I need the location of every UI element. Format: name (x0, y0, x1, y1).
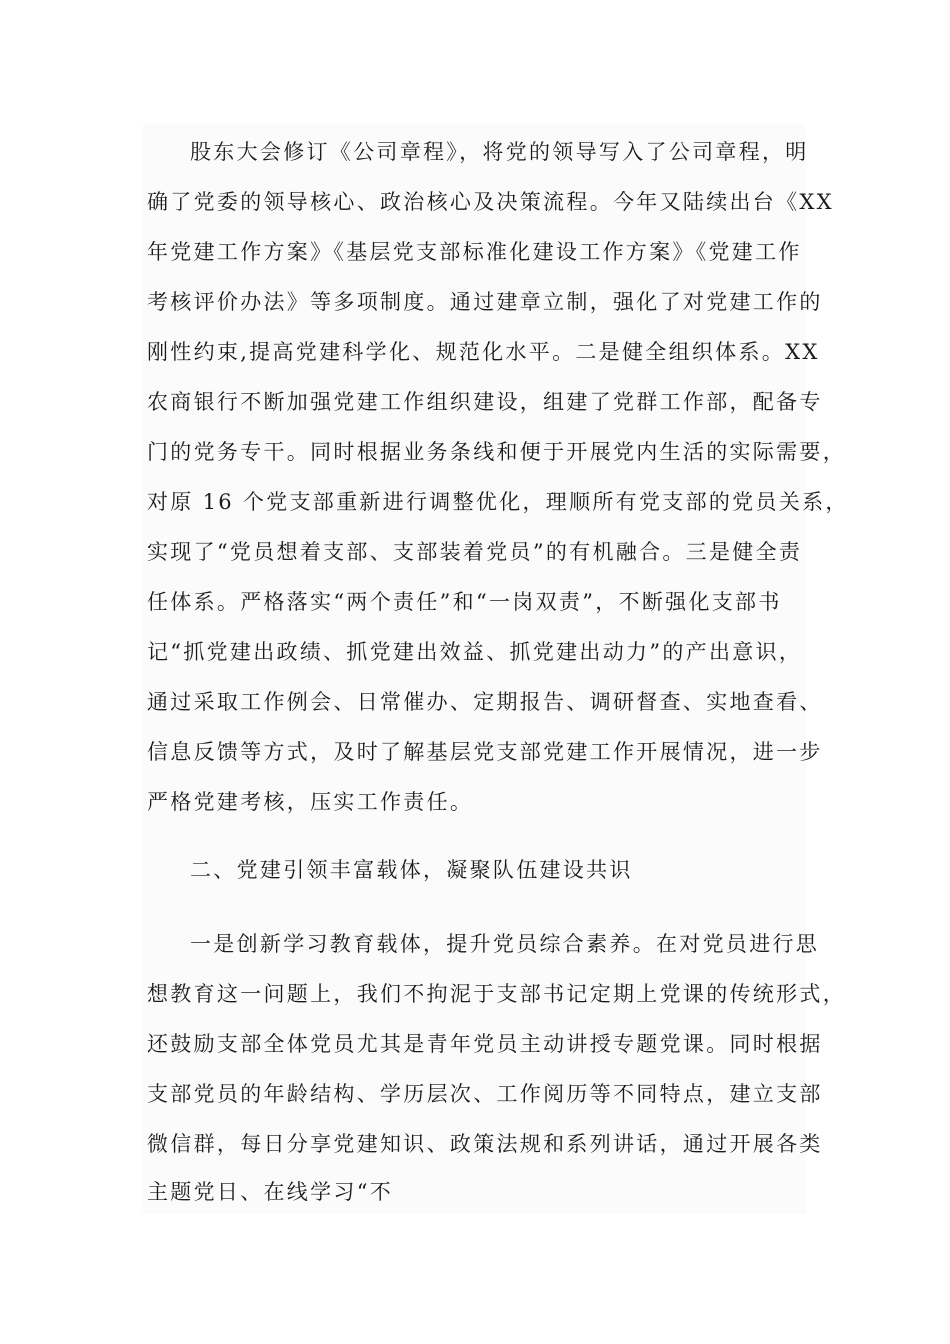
paragraph-line: 任体系。严格落实“两个责任”和“一岗双责”，不断强化支部书 (147, 590, 782, 614)
paragraph-line: 严格党建考核，压实工作责任。 (147, 790, 474, 814)
paragraph-line: 刚性约束,提高党建科学化、规范化水平。二是健全组织体系。XX (147, 340, 820, 364)
paragraph-line: 一是创新学习教育载体，提升党员综合素养。在对党员进行思 (190, 932, 820, 956)
paragraph-line: 考核评价办法》等多项制度。通过建章立制，强化了对党建工作的 (147, 290, 823, 314)
paragraph-line: 对原 16 个党支部重新进行调整优化，理顺所有党支部的党员关系， (147, 490, 849, 514)
paragraph-line: 门的党务专干。同时根据业务条线和便于开展党内生活的实际需要， (147, 440, 846, 464)
paragraph-line: 实现了“党员想着支部、支部装着党员”的有机融合。三是健全责 (147, 540, 803, 564)
paragraph-line: 主题党日、在线学习“不 (147, 1180, 394, 1204)
paragraph-line: 记“抓党建出政绩、抓党建出效益、抓党建出动力”的产出意识， (147, 640, 803, 664)
paragraph-line: 确了党委的领导核心、政治核心及决策流程。今年又陆续出台《XX (147, 190, 834, 214)
paragraph-line: 信息反馈等方式，及时了解基层党支部党建工作开展情况，进一步 (147, 740, 823, 764)
paragraph-line: 通过采取工作例会、日常催办、定期报告、调研督查、实地查看、 (147, 690, 823, 714)
paragraph-line: 股东大会修订《公司章程》，将党的领导写入了公司章程，明 (190, 140, 809, 164)
section-heading: 二、党建引领丰富载体，凝聚队伍建设共识 (190, 858, 633, 882)
paragraph-line: 年党建工作方案》《基层党支部标准化建设工作方案》《党建工作 (147, 240, 802, 264)
paragraph-line: 想教育这一问题上，我们不拘泥于支部书记定期上党课的传统形式， (147, 982, 846, 1006)
paragraph-line: 农商银行不断加强党建工作组织建设，组建了党群工作部，配备专 (147, 390, 823, 414)
paragraph-line: 还鼓励支部全体党员尤其是青年党员主动讲授专题党课。同时根据 (147, 1032, 823, 1056)
paragraph-line: 微信群，每日分享党建知识、政策法规和系列讲话，通过开展各类 (147, 1132, 823, 1156)
paragraph-line: 支部党员的年龄结构、学历层次、工作阅历等不同特点，建立支部 (147, 1082, 823, 1106)
